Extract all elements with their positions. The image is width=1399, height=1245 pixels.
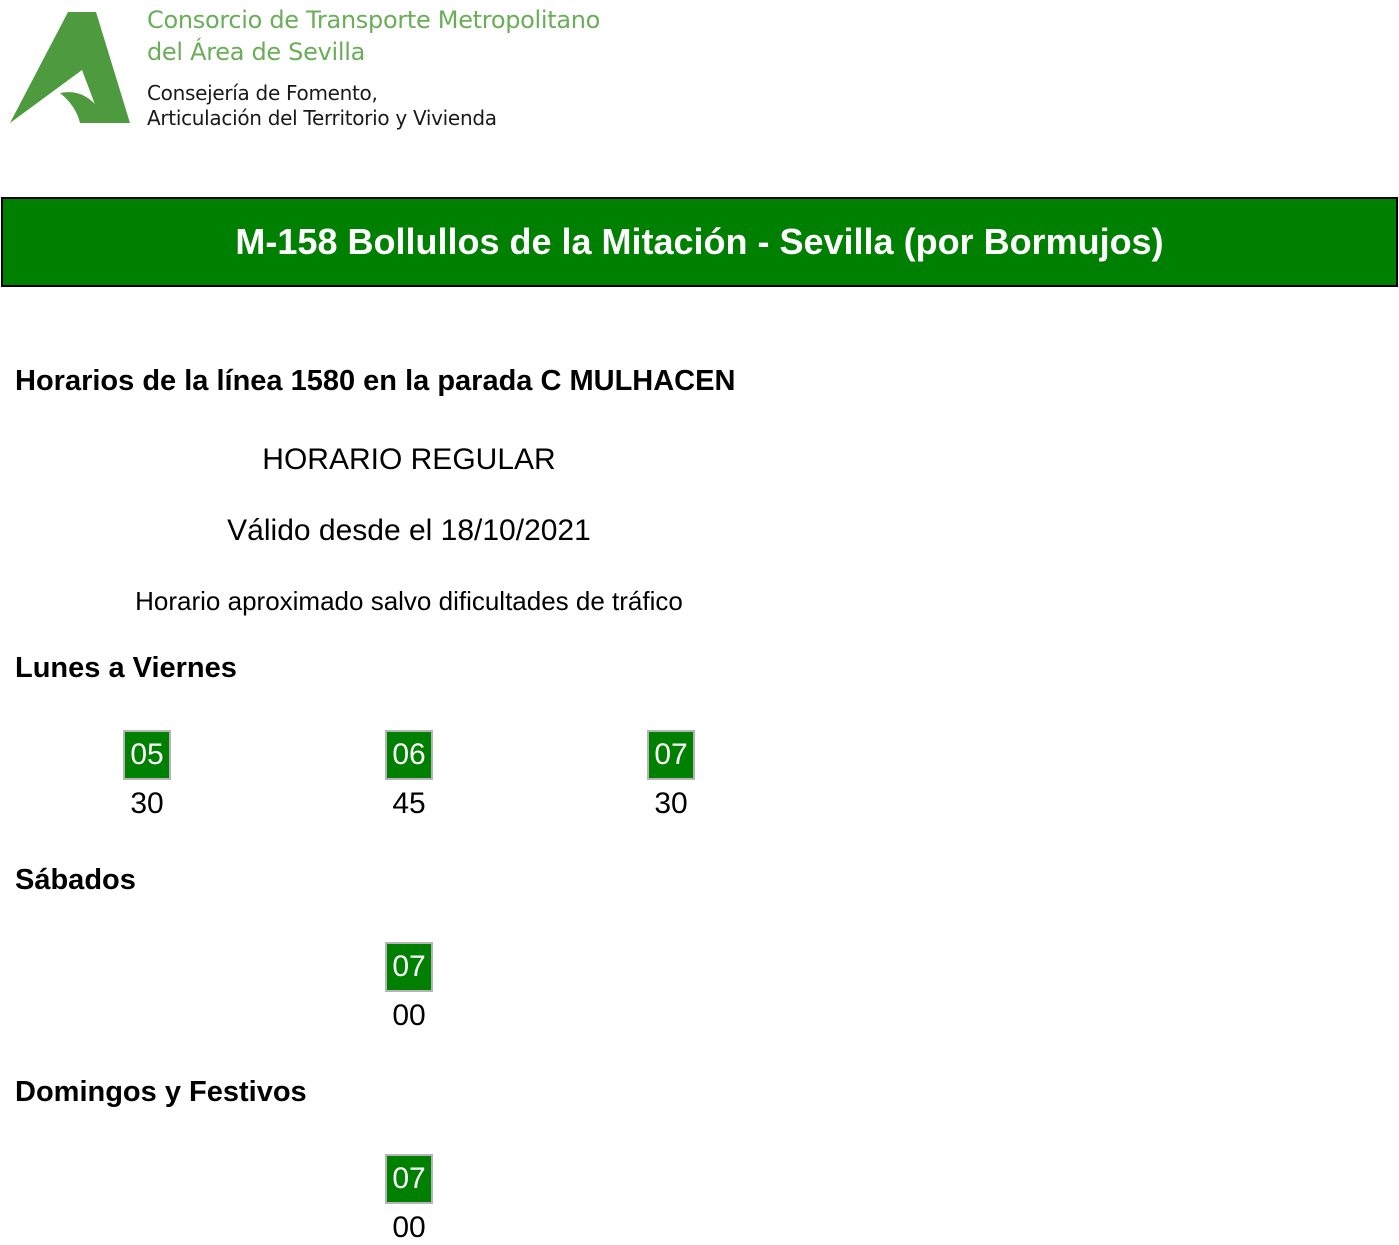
minute-value: 00 bbox=[392, 1211, 426, 1244]
traffic-note: Horario aproximado salvo dificultades de tráfico bbox=[135, 586, 683, 616]
section-heading-saturdays: Sábados bbox=[15, 864, 136, 896]
section-heading-sundays-holidays: Domingos y Festivos bbox=[15, 1076, 307, 1108]
time-slot bbox=[123, 730, 171, 821]
time-slot bbox=[647, 730, 695, 821]
hour-box: 07 bbox=[385, 942, 433, 992]
valid-from-date: Válido desde el 18/10/2021 bbox=[227, 514, 591, 547]
section-heading-weekdays: Lunes a Viernes bbox=[15, 652, 237, 684]
route-banner bbox=[1, 197, 1398, 287]
dept-name-line2: Articulación del Territorio y Vivienda bbox=[147, 106, 497, 130]
time-slot bbox=[385, 730, 433, 821]
hour-box: 06 bbox=[385, 730, 433, 780]
minute-value: 30 bbox=[654, 787, 688, 820]
junta-andalucia-logo bbox=[10, 10, 132, 128]
hour-box: 05 bbox=[123, 730, 171, 780]
minute-value: 00 bbox=[392, 999, 426, 1032]
minute-value: 30 bbox=[130, 787, 164, 820]
hour-box: 07 bbox=[647, 730, 695, 780]
minute-value: 45 bbox=[392, 787, 426, 820]
dept-name-line1: Consejería de Fomento, bbox=[147, 81, 378, 105]
route-title: M-158 Bollullos de la Mitación - Sevilla (por Bormujos) bbox=[235, 221, 1164, 262]
schedule-type: HORARIO REGULAR bbox=[262, 443, 556, 476]
hour-box: 07 bbox=[385, 1154, 433, 1204]
org-name-line1: Consorcio de Transporte Metropolitano bbox=[147, 6, 601, 34]
stop-heading: Horarios de la línea 1580 en la parada C MULHACEN bbox=[15, 365, 736, 397]
time-slot bbox=[385, 1154, 433, 1245]
org-name-line2: del Área de Sevilla bbox=[147, 38, 365, 66]
time-slot bbox=[385, 942, 433, 1033]
